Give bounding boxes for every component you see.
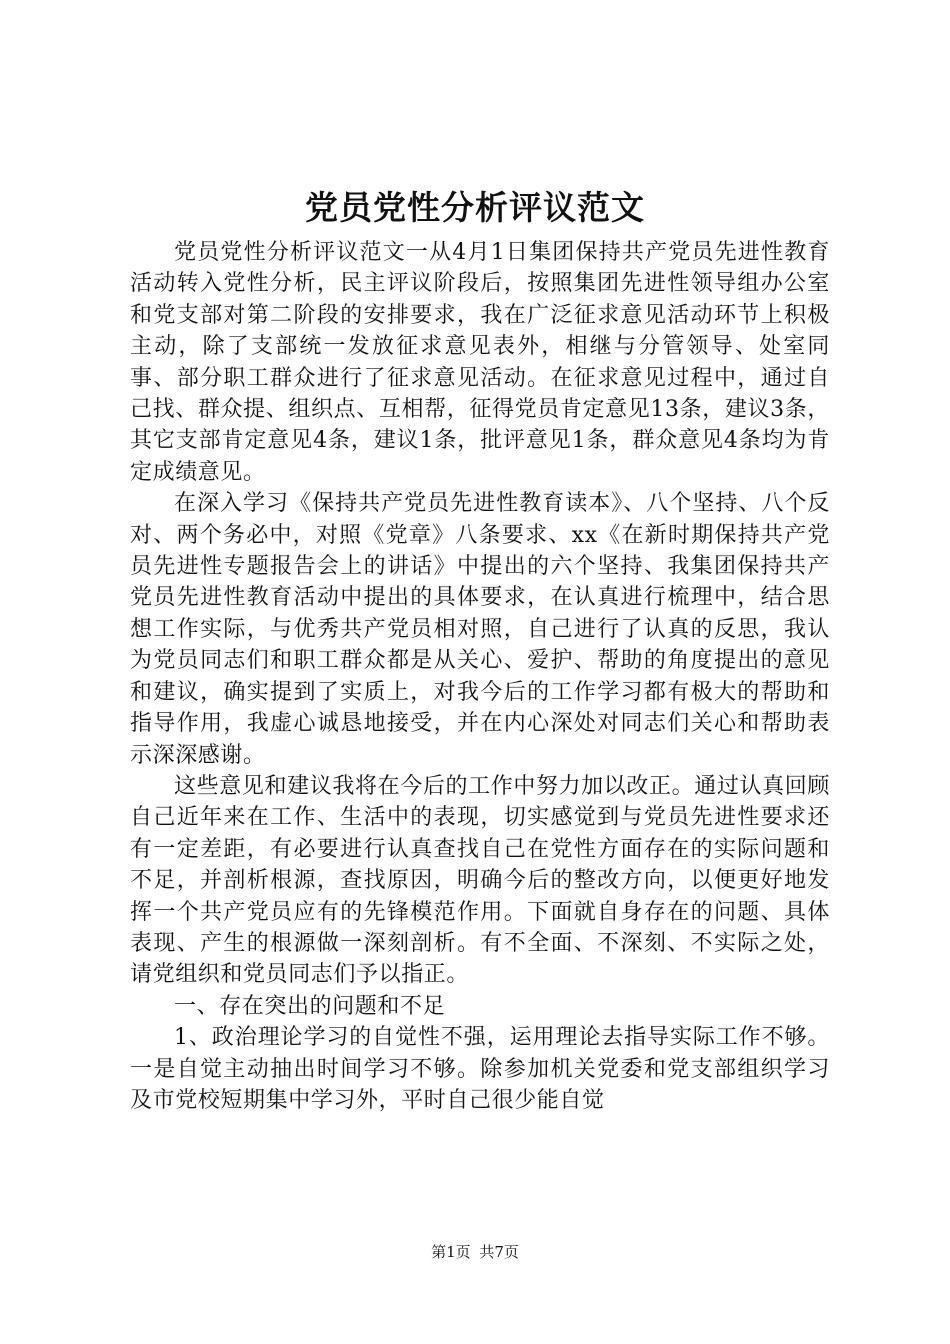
paragraph-2: 在深入学习《保持共产党员先进性教育读本》、八个坚持、八个反对、两个务必中，对照《党章》八条要求、xx《在新时期保持共产党员先进性专题报告会上的讲话》中提出的六个坚持、我集团保持共产党员先进性教育活动中提出的具体要求，在认真进行梳理中，结合思想工作实际，与优秀共产党员相对照，自己进行了认真的反思，我认为党员同志们和职工群众都是从关心、爱护、帮助的角度提出的意见和建议，确实提到了实质上，对我今后的工作学习都有极大的帮助和指导作用，我虚心诚恳地接受，并在内心深处对同志们关心和帮助表示深深感谢。 xyxy=(130,491,830,768)
paragraph-1: 党员党性分析评议范文一从4月1日集团保持共产党员先进性教育活动转入党性分析，民主评议阶段后，按照集团先进性领导组办公室和党支部对第二阶段的安排要求，我在广泛征求意见活动环节上积极主动，除了支部统一发放征求意见表外，相继与分管领导、处室同事、部分职工群众进行了征求意见活动。在征求意见过程中，通过自己找、群众提、组织点、互相帮，征得党员肯定意见13条，建议3条，其它支部肯定意见4条，建议1条，批评意见1条，群众意见4条均为肯定成绩意见。 xyxy=(130,240,830,485)
page-footer xyxy=(0,1241,950,1263)
page-total: 共7页 xyxy=(479,1243,519,1261)
document-title: 党员党性分析评议范文 xyxy=(305,188,645,227)
paragraph-4: 1、政治理论学习的自觉性不强，运用理论去指导实际工作不够。一是自觉主动抽出时间学习不够。除参加机关党委和党支部组织学习及市党校短期集中学习外，平时自己很少能自觉 xyxy=(130,1025,830,1113)
section-heading: 一、存在突出的问题和不足 xyxy=(174,993,446,1019)
paragraph-3: 这些意见和建议我将在今后的工作中努力加以改正。通过认真回顾自己近年来在工作、生活中的表现，切实感觉到与党员先进性要求还有一定差距，有必要进行认真查找自己在党性方面存在的实际问题和不足，并剖析根源，查找原因，明确今后的整改方向，以便更好地发挥一个共产党员应有的先锋模范作用。下面就自身存在的问题、具体表现、产生的根源做一深刻剖析。有不全面、不深刻、不实际之处，请党组织和党员同志们予以指正。 xyxy=(130,773,830,988)
document-body xyxy=(130,237,830,1116)
page-number: 第1页 xyxy=(431,1243,471,1261)
